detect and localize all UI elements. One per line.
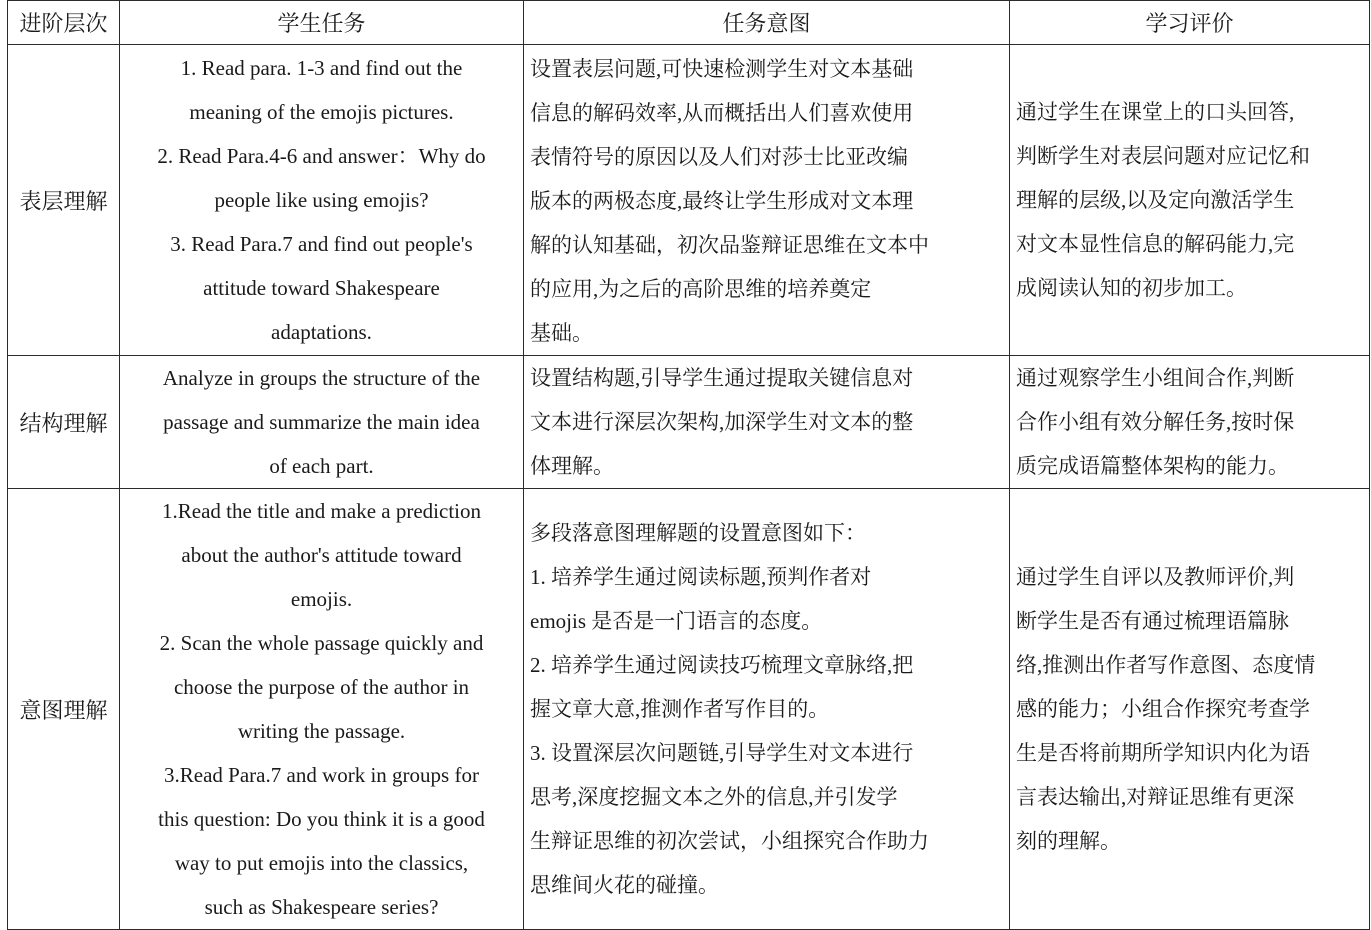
task-line: 2. Scan the whole passage quickly and [159, 631, 484, 655]
eval-line: 言表达输出,对辩证思维有更深 [1016, 785, 1295, 809]
evaluation-cell [1010, 489, 1370, 930]
intent-line: 信息的解码效率,从而概括出人们喜欢使用 [530, 101, 914, 125]
eval-line: 感的能力；小组合作探究考查学 [1016, 697, 1310, 721]
intent-line: 表情符号的原因以及人们对莎士比亚改编 [530, 145, 908, 169]
intent-cell [524, 356, 1010, 489]
task-line: Analyze in groups the structure of the [162, 366, 481, 390]
task-line: writing the passage. [237, 719, 406, 743]
evaluation-cell [1010, 45, 1370, 356]
table-row [8, 489, 1370, 930]
level-cell: 结构理解 [8, 356, 120, 489]
task-cell [120, 356, 524, 489]
level-cell: 意图理解 [8, 489, 120, 930]
eval-line: 合作小组有效分解任务,按时保 [1016, 410, 1295, 434]
task-line: 3. Read Para.7 and find out people's [170, 232, 473, 256]
intent-line: 2. 培养学生通过阅读技巧梳理文章脉络,把 [530, 653, 914, 677]
intent-line: 版本的两极态度,最终让学生形成对文本理 [530, 189, 914, 213]
eval-line: 成阅读认知的初步加工。 [1016, 276, 1247, 300]
intent-line: 握文章大意,推测作者写作目的。 [530, 697, 830, 721]
table-row [8, 356, 1370, 489]
task-line: 1. Read para. 1-3 and find out the [180, 56, 463, 80]
header-evaluation: 学习评价 [1010, 1, 1370, 45]
task-cell [120, 489, 524, 930]
intent-line: 设置结构题,引导学生通过提取关键信息对 [530, 366, 914, 390]
eval-line: 对文本显性信息的解码能力,完 [1016, 232, 1295, 256]
task-line: meaning of the emojis pictures. [189, 100, 454, 124]
eval-line: 络,推测出作者写作意图、态度情 [1016, 653, 1316, 677]
intent-line: 基础。 [530, 321, 593, 345]
evaluation-cell [1010, 356, 1370, 489]
eval-line: 断学生是否有通过梳理语篇脉 [1016, 609, 1289, 633]
level-cell: 表层理解 [8, 45, 120, 356]
intent-line: 文本进行深层次架构,加深学生对文本的整 [530, 410, 914, 434]
header-row [8, 1, 1370, 45]
task-line: people like using emojis? [214, 188, 429, 212]
task-line: about the author's attitude toward [181, 543, 462, 567]
eval-line: 判断学生对表层问题对应记忆和 [1016, 144, 1310, 168]
intent-cell [524, 45, 1010, 356]
eval-line: 刻的理解。 [1016, 829, 1121, 853]
eval-line: 通过学生自评以及教师评价,判 [1016, 565, 1295, 589]
task-line: 1.Read the title and make a prediction [162, 499, 481, 523]
header-level: 进阶层次 [8, 1, 120, 45]
intent-line: 设置表层问题,可快速检测学生对文本基础 [530, 57, 914, 81]
task-line: such as Shakespeare series? [204, 895, 439, 919]
eval-line: 理解的层级,以及定向激活学生 [1016, 188, 1295, 212]
header-task: 学生任务 [120, 1, 524, 45]
task-line: way to put emojis into the classics, [174, 851, 469, 875]
intent-line: 思考,深度挖掘文本之外的信息,并引发学 [530, 785, 898, 809]
eval-line: 质完成语篇整体架构的能力。 [1016, 454, 1289, 478]
task-line: this question: Do you think it is a good [158, 807, 485, 831]
header-intent: 任务意图 [524, 1, 1010, 45]
intent-line: 体理解。 [530, 454, 614, 478]
task-line: adaptations. [271, 320, 372, 344]
task-line: 3.Read Para.7 and work in groups for [164, 763, 479, 787]
intent-line: 的应用,为之后的高阶思维的培养奠定 [530, 277, 872, 301]
table-row [8, 45, 1370, 356]
intent-line: 生辩证思维的初次尝试，小组探究合作助力 [530, 829, 929, 853]
task-cell [120, 45, 524, 356]
task-line: passage and summarize the main idea [163, 410, 480, 434]
intent-line: 3. 设置深层次问题链,引导学生对文本进行 [530, 741, 914, 765]
teaching-design-table [7, 0, 1370, 930]
task-line: choose the purpose of the author in [173, 675, 470, 699]
task-line: 2. Read Para.4-6 and answer：Why do [157, 144, 486, 168]
intent-line: 多段落意图理解题的设置意图如下： [530, 521, 866, 545]
task-line: emojis. [290, 587, 353, 611]
intent-line: 解的认知基础，初次品鉴辩证思维在文本中 [530, 233, 929, 257]
intent-line: 1. 培养学生通过阅读标题,预判作者对 [530, 565, 872, 589]
intent-cell [524, 489, 1010, 930]
eval-line: 生是否将前期所学知识内化为语 [1016, 741, 1310, 765]
intent-line: emojis 是否是一门语言的态度。 [530, 609, 823, 633]
eval-line: 通过学生在课堂上的口头回答, [1016, 100, 1295, 124]
task-line: of each part. [269, 454, 374, 478]
task-line: attitude toward Shakespeare [203, 276, 440, 300]
intent-line: 思维间火花的碰撞。 [530, 873, 719, 897]
eval-line: 通过观察学生小组间合作,判断 [1016, 366, 1295, 390]
